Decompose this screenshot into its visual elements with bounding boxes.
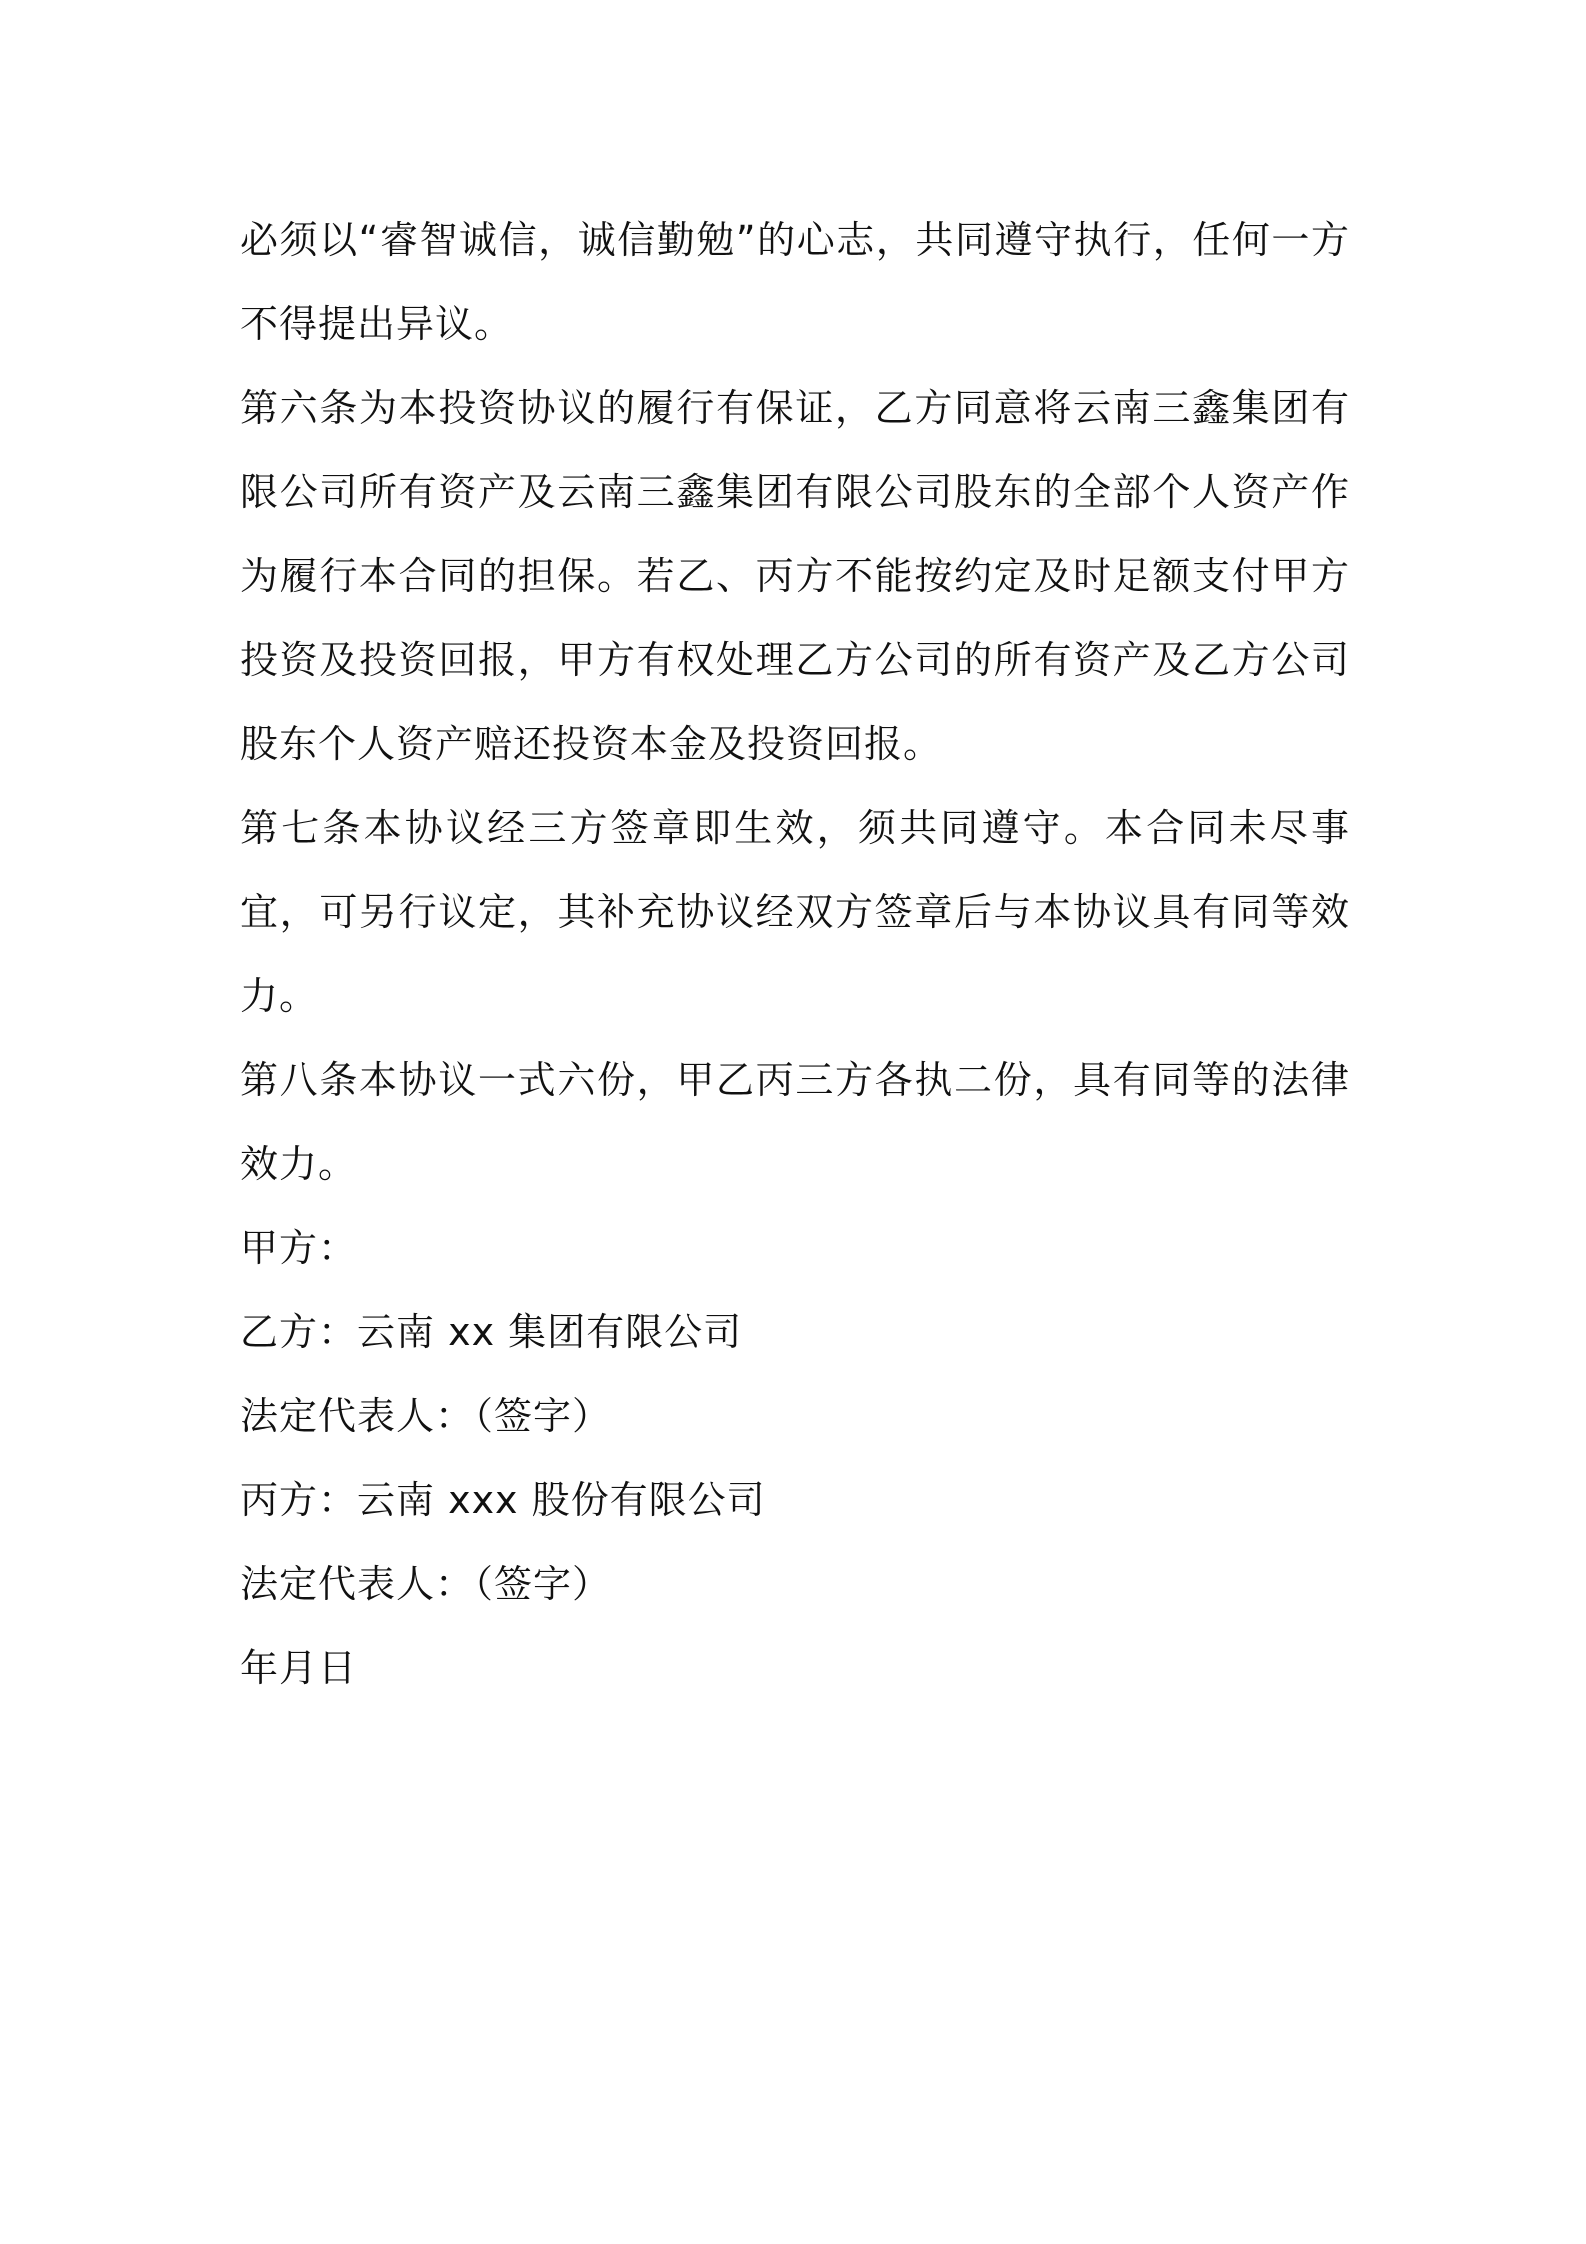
article-eight: 第八条本协议一式六份，甲乙丙三方各执二份，具有同等的法律效力。	[240, 1058, 1350, 1186]
document-body	[240, 198, 1350, 1710]
party-b-representative: 法定代表人：（签字）	[240, 1394, 612, 1438]
article-seven: 第七条本协议经三方签章即生效，须共同遵守。本合同未尽事宜，可另行议定，其补充协议经双方签章后与本协议具有同等效力。	[240, 806, 1350, 1018]
date-line: 年月日	[240, 1646, 358, 1690]
signature-block	[240, 1206, 1350, 1710]
article-six: 第六条为本投资协议的履行有保证，乙方同意将云南三鑫集团有限公司所有资产及云南三鑫集团有限公司股东的全部个人资产作为履行本合同的担保。若乙、丙方不能按约定及时足额支付甲方投资及投资回报，甲方有权处理乙方公司的所有资产及乙方公司股东个人资产赔还投资本金及投资回报。	[240, 386, 1350, 766]
party-c-representative: 法定代表人：（签字）	[240, 1562, 612, 1606]
party-a-label: 甲方：	[240, 1226, 358, 1270]
party-b-line: 乙方：云南 xx 集团有限公司	[240, 1310, 743, 1354]
party-c-line: 丙方：云南 xxx 股份有限公司	[240, 1478, 766, 1522]
paragraph-continuation: 必须以“睿智诚信，诚信勤勉”的心志，共同遵守执行，任何一方不得提出异议。	[240, 218, 1350, 346]
